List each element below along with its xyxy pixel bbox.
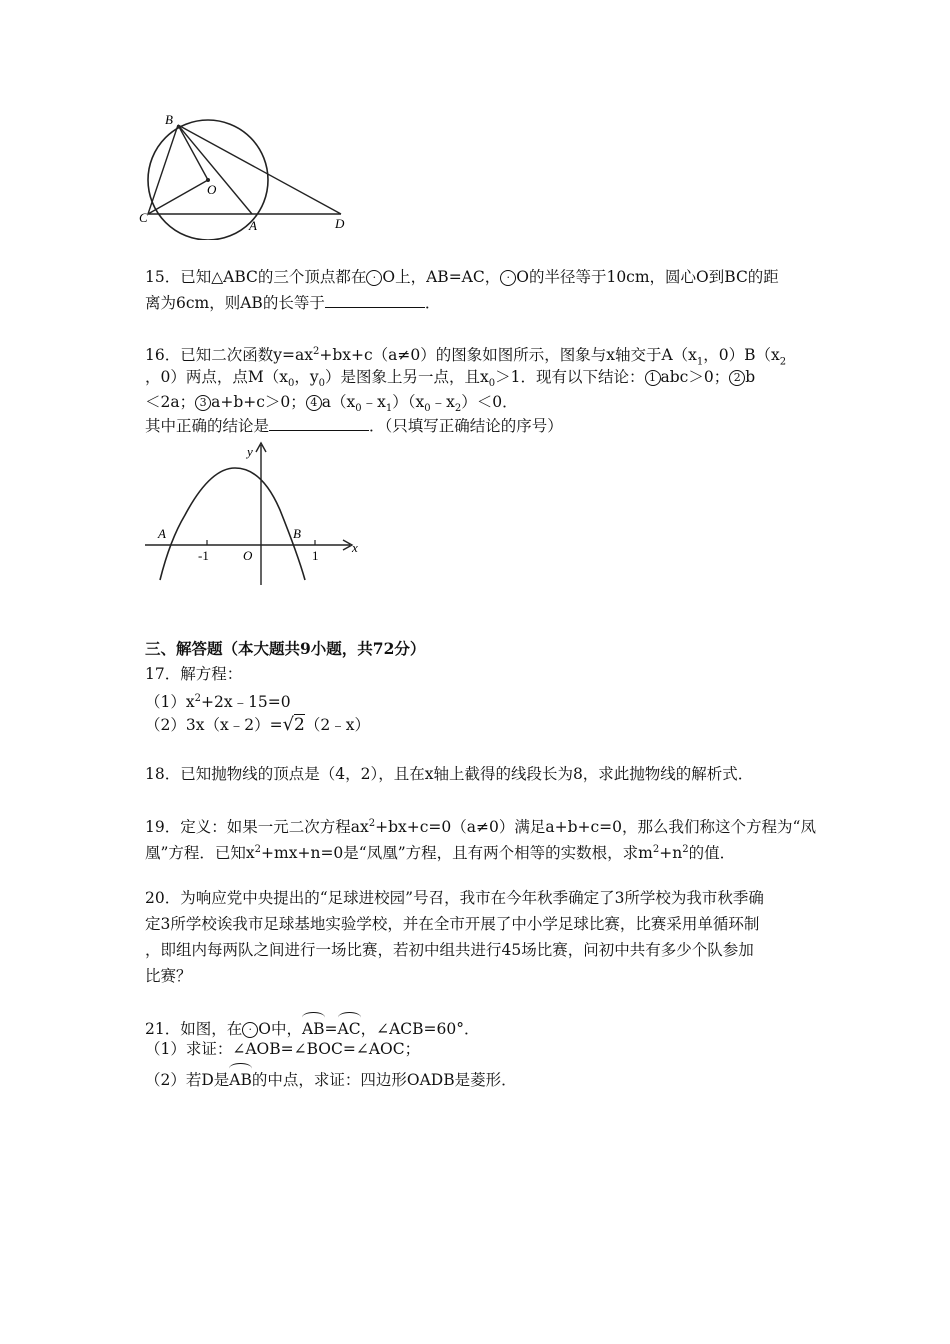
circle-dot-icon: ·: [500, 270, 516, 286]
q21-equals: =: [324, 1020, 338, 1038]
q17-p2-radicand: 2: [294, 715, 305, 735]
q16-l3-sub0: 0: [355, 403, 362, 415]
q15-text-line2: 离为6cm，则AB的长等于: [145, 294, 325, 312]
q19-l2-sup1: 2: [254, 844, 262, 855]
q19-l1-a: 19．定义：如果一元二次方程ax: [145, 818, 369, 837]
q19-l2-sup2: 2: [652, 844, 660, 855]
label-o: O: [243, 548, 253, 563]
q19-l1-sup: 2: [368, 818, 376, 829]
q15-line2: [145, 292, 440, 314]
arc-ac: AC: [338, 1012, 361, 1040]
q16-l2-a: ，0）两点，点M（x: [145, 368, 288, 386]
circle-dot-icon: ·: [366, 270, 382, 286]
q17-title: 17．解方程：: [145, 665, 243, 683]
q16-l2-e: abc＞0；: [660, 368, 730, 386]
q16-l3-sub1: 1: [385, 403, 393, 415]
q16-l2-sub2: 0: [488, 378, 496, 390]
q15-answer-blank[interactable]: [325, 293, 425, 308]
q17-p1-b: +2x﹣15=0: [200, 693, 291, 712]
q16-l1-sub1: 1: [696, 356, 704, 368]
q15-triangle: △ABC: [211, 268, 258, 286]
q20-line3: ，即组内每两队之间进行一场比赛，若初中组共进行45场比赛，问初中共有多少个队参加: [145, 941, 754, 959]
q15-text-end: ．: [424, 294, 441, 312]
q19-l2-d: 的值．: [688, 844, 736, 863]
q16-l2-d: ＞1．现有以下结论：: [495, 368, 645, 386]
label-y: y: [247, 444, 253, 459]
sqrt-icon: √: [282, 714, 295, 735]
label-b: B: [165, 112, 173, 127]
q16-l3-g: ）＜0．: [461, 393, 518, 411]
q16-l2-b: ，y: [294, 368, 319, 386]
label-x: x: [352, 540, 358, 555]
q21-l1-c: ，∠ACB=60°．: [360, 1020, 480, 1038]
section3-heading: 三、解答题（本大题共9小题，共72分）: [145, 639, 426, 658]
q15-text-a: 15．已知: [145, 268, 212, 286]
q16-l1-c: ，0）B（x: [703, 346, 780, 365]
circle-geometry-figure: [135, 110, 365, 240]
q15-text-b: 的三个顶点都在: [257, 268, 367, 286]
q17-p1-a: （1）x: [145, 693, 195, 712]
parabola-curve: [160, 468, 305, 580]
circle-dot-icon: ·: [242, 1022, 258, 1038]
q21-line2: （1）求证：∠AOB=∠BOC=∠AOC；: [145, 1040, 421, 1058]
q16-l2-f: b: [745, 368, 756, 386]
q20-line2: 定3所学校诶我市足球基地实验学校，并在全市开展了中小学足球比赛，比赛采用单循环制: [145, 915, 760, 933]
q16-l4-a: 其中正确的结论是: [145, 417, 270, 435]
q21-line1: [145, 1012, 480, 1040]
circled-number-3: 3: [195, 395, 211, 411]
q15-line1: [145, 266, 779, 288]
q16-line4: [145, 415, 563, 437]
q16-l3-b: a+b+c＞0；: [211, 393, 306, 411]
circled-number-2: 2: [729, 370, 745, 386]
q16-l3-sub3: 2: [454, 403, 462, 415]
q21-l3-b: 的中点，求证：四边形OADB是菱形．: [251, 1071, 517, 1089]
circled-number-1: 1: [645, 370, 661, 386]
q19-l2-sup3: 2: [682, 844, 689, 855]
q21-l3-a: （2）若D是: [145, 1071, 230, 1089]
q19-l2-c: +n: [659, 844, 683, 863]
q20-line1: 20．为响应党中央提出的“足球进校园”号召，我市在今年秋季确定了3所学校为我市秋季确: [145, 889, 764, 907]
arc-ab-2: AB: [229, 1063, 252, 1091]
segment-bc: [148, 125, 178, 214]
arc-ab: AB: [302, 1012, 325, 1040]
q16-answer-blank[interactable]: [269, 416, 369, 431]
q17-p2-b: （2﹣x）: [304, 716, 370, 734]
q16-l3-c: a（x: [321, 393, 356, 411]
q16-l1-a: 16．已知二次函数y=ax: [145, 346, 313, 365]
q15-text-c: O上，AB=AC，: [382, 268, 501, 286]
label-o: O: [207, 182, 217, 197]
q16-l3-f: ﹣x: [430, 393, 455, 411]
q16-l2-c: ）是图象上另一点，且x: [325, 368, 489, 386]
label-one: 1: [312, 548, 319, 563]
q16-l4-b: ．（只填写正确结论的序号）: [369, 417, 563, 435]
q16-l1-b: +bx+c（a≠0）的图象如图所示，图象与x轴交于A（x: [319, 346, 697, 365]
q19-l1-b: +bx+c=0（a≠0）满足a+b+c=0，那么我们称这个方程为“凤: [375, 818, 816, 837]
q19-l2-a: 凰”方程．已知x: [145, 844, 255, 863]
q21-l1-a: 21．如图，在: [145, 1020, 243, 1038]
q17-part1: [145, 688, 291, 713]
q16-l2-sub0: 0: [287, 378, 295, 390]
parabola-figure: [140, 440, 365, 590]
q21-l1-b: O中，: [258, 1020, 302, 1038]
q18-line: 18．已知抛物线的顶点是（4，2），且在x轴上截得的线段长为8，求此抛物线的解析式．: [145, 765, 754, 783]
q15-text-d: O的半径等于10cm，圆心O到BC的距: [516, 268, 779, 286]
q19-l2-b: +mx+n=0是“凤凰”方程，且有两个相等的实数根，求m: [261, 844, 653, 863]
q19-line2: [145, 839, 735, 864]
q16-l3-e: ）（x: [392, 393, 425, 411]
q17-p1-sup: 2: [194, 693, 201, 704]
q16-l3-sub2: 0: [424, 403, 431, 415]
q16-l2-sub1: 0: [318, 378, 325, 390]
label-c: C: [139, 210, 148, 225]
segment-ba: [178, 125, 252, 214]
q17-p2-a: （2）3x（x﹣2）=: [145, 716, 283, 734]
label-d: D: [335, 216, 345, 231]
q17-part2: [145, 714, 370, 736]
label-neg1: -1: [198, 548, 209, 563]
q21-line3: [145, 1063, 517, 1091]
q20-line4: 比赛？: [145, 967, 192, 985]
q16-l1-sub2: 2: [779, 356, 787, 368]
label-a: A: [249, 218, 257, 233]
label-a: A: [158, 526, 166, 541]
q16-l3-d: ﹣x: [361, 393, 386, 411]
label-b: B: [293, 526, 301, 541]
q16-l3-a: ＜2a；: [145, 393, 196, 411]
circled-number-4: 4: [306, 395, 322, 411]
q19-line1: [145, 813, 816, 838]
q16-l1-sup: 2: [312, 346, 320, 357]
segment-co: [148, 180, 208, 214]
